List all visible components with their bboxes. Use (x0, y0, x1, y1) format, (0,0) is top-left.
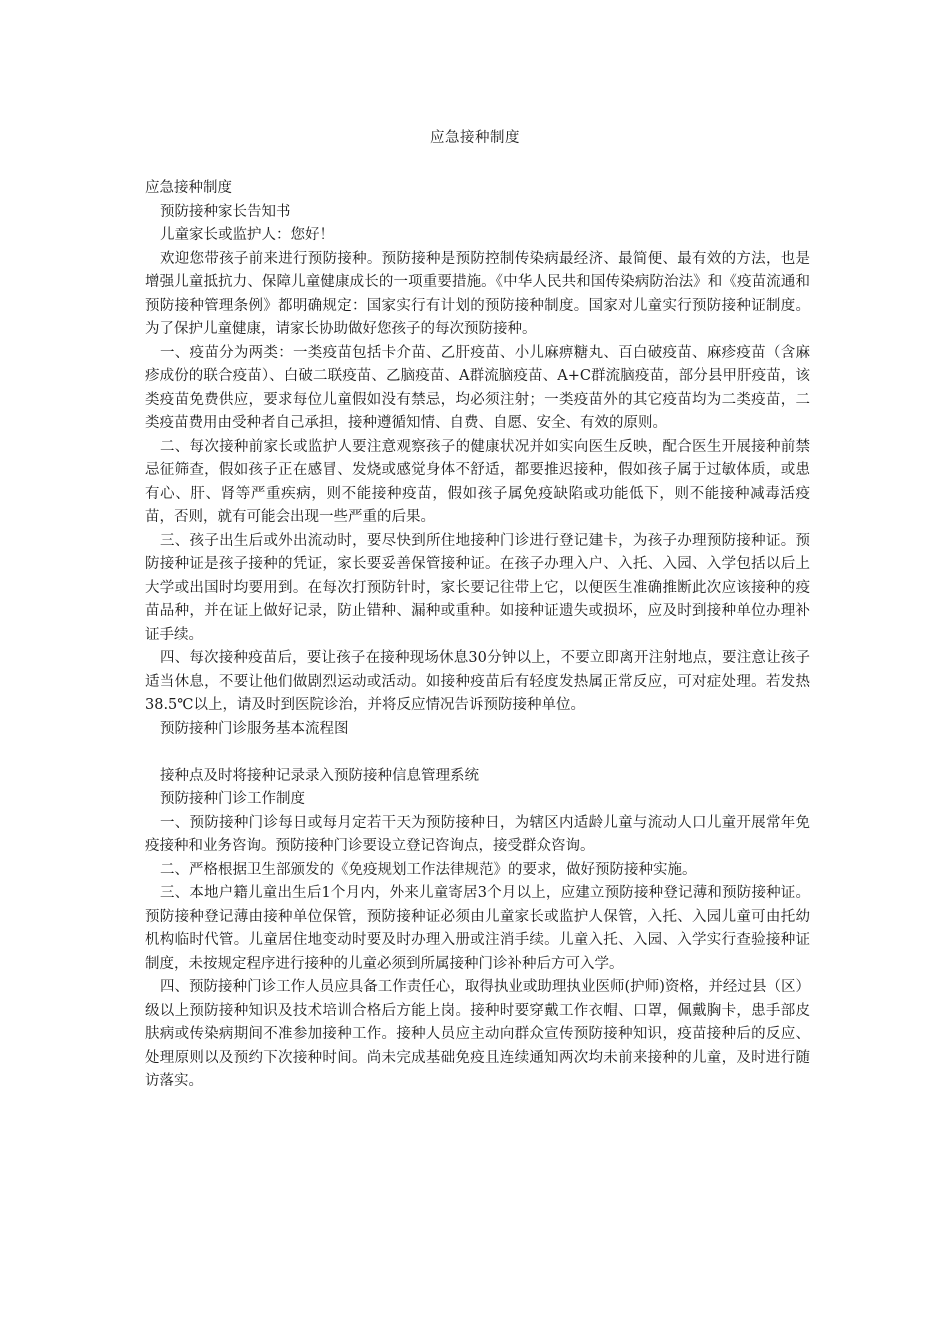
document-body (145, 177, 810, 1094)
paragraph-item-2: 二、每次接种前家长或监护人要注意观察孩子的健康状况并如实向医生反映，配合医生开展接种前禁忌征筛查，假如孩子正在感冒、发烧或感觉身体不舒适，都要推迟接种，假如孩子属于过敏体质，或患有心、肝、肾等严重疾病，则不能接种疫苗，假如孩子属免疫缺陷或功能低下，则不能接种减毒活疫苗，否则，就有可能会出现一些严重的后果。 (145, 438, 810, 525)
blank-line (145, 741, 810, 765)
flowchart-heading: 预防接种门诊服务基本流程图 (160, 720, 349, 737)
document-title: 应急接种制度 (430, 130, 520, 146)
rule-item-4: 四、预防接种门诊工作人员应具备工作责任心，取得执业或助理执业医师(护师)资格，并经过县（区）级以上预防接种知识及技术培训合格后方能上岗。接种时要穿戴工作衣帽、口罩，佩戴胸卡，患手部皮肤病或传染病期间不准参加接种工作。接种人员应主动向群众宣传预防接种知识，疫苗接种后的反应、处理原则以及预约下次接种时间。尚未完成基础免疫且连续通知两次均未前来接种的儿童，及时进行随访落实。 (145, 979, 810, 1089)
section-heading: 应急接种制度 (145, 180, 232, 196)
rule-item-2: 二、严格根据卫生部颁发的《免疫规划工作法律规范》的要求，做好预防接种实施。 (160, 861, 697, 878)
rule-item-3: 三、本地户籍儿童出生后1个月内，外来儿童寄居3个月以上，应建立预防接种登记薄和预防接种证。预防接种登记薄由接种单位保管，预防接种证必须由儿童家长或监护人保管，入托、入园儿童可由托幼机构临时代管。儿童居住地变动时要及时办理入册或注消手续。儿童入托、入园、入学实行查验接种证制度，未按规定程序进行接种的儿童必须到所属接种门诊补种后方可入学。 (145, 885, 810, 972)
paragraph-intro: 欢迎您带孩子前来进行预防接种。预防接种是预防控制传染病最经济、最简便、最有效的方法，也是增强儿童抵抗力、保障儿童健康成长的一项重要措施。《中华人民共和国传染病防治法》和《疫苗流通和预防接种管理条例》都明确规定：国家实行有计划的预防接种制度。国家对儿童实行预防接种证制度。为了保护儿童健康，请家长协助做好您孩子的每次预防接种。 (145, 250, 810, 337)
paragraph-record-entry: 接种点及时将接种记录录入预防接种信息管理系统 (160, 767, 479, 784)
salutation: 儿童家长或监护人：您好！ (160, 227, 334, 243)
rule-item-1: 一、预防接种门诊每日或每月定若干天为预防接种日，为辖区内适龄儿童与流动人口儿童开展常年免疫接种和业务咨询。预防接种门诊要设立登记咨询点，接受群众咨询。 (145, 814, 810, 854)
paragraph-item-4: 四、每次接种疫苗后，要让孩子在接种现场休息30分钟以上，不要立即离开注射地点，要注意让孩子适当休息，不要让他们做剧烈运动或活动。如接种疫苗后有轻度发热属正常反应，可对症处理。若发热38.5℃以上，请及时到医院诊治，并将反应情况告诉预防接种单位。 (145, 650, 810, 713)
paragraph-item-3: 三、孩子出生后或外出流动时，要尽快到所住地接种门诊进行登记建卡，为孩子办理预防接种证。预防接种证是孩子接种的凭证，家长要妥善保管接种证。在孩子办理入户、入托、入园、入学包括以后上大学或出国时均要用到。在每次打预防针时，家长要记往带上它，以便医生准确推断此次应该接种的疫苗品种，并在证上做好记录，防止错种、漏种或重种。如接种证遗失或损坏，应及时到接种单位办理补证手续。 (145, 532, 810, 643)
paragraph-item-1: 一、疫苗分为两类：一类疫苗包括卡介苗、乙肝疫苗、小儿麻痹糖丸、百白破疫苗、麻疹疫苗（含麻疹成份的联合疫苗）、白破二联疫苗、乙脑疫苗、A群流脑疫苗、A+C群流脑疫苗，部分县甲肝疫苗，该类疫苗免费供应，要求每位儿童假如没有禁忌，均必须注射；一类疫苗外的其它疫苗均为二类疫苗，二类疫苗费用由受种者自己承担，接种遵循知情、自费、自愿、安全、有效的原则。 (145, 344, 810, 431)
notice-heading: 预防接种家长告知书 (160, 203, 291, 220)
clinic-rules-heading: 预防接种门诊工作制度 (160, 791, 305, 807)
